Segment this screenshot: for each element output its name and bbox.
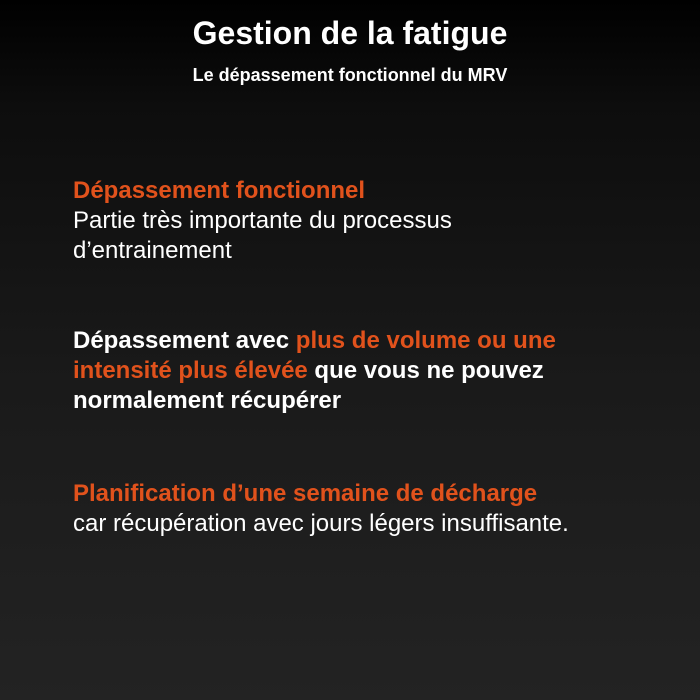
functional-overreaching-heading: Dépassement fonctionnel <box>73 177 366 204</box>
functional-overreaching-block <box>73 176 673 266</box>
definition-text-middle: que vous ne pouvez <box>307 357 544 384</box>
definition-highlight-volume: plus de volume ou une <box>295 327 556 354</box>
functional-overreaching-text-line2: d’entrainement <box>73 237 232 264</box>
deload-planning-block <box>73 479 673 539</box>
definition-text-start: Dépassement avec <box>73 327 296 354</box>
functional-overreaching-text-line1: Partie très importante du processus <box>73 207 452 234</box>
deload-planning-heading: Planification d’une semaine de décharge <box>73 480 538 507</box>
definition-text-end: normalement récupérer <box>73 387 342 414</box>
overreaching-definition-block <box>73 326 673 416</box>
definition-highlight-intensity: intensité plus élevée <box>73 357 308 384</box>
slide-subtitle: Le dépassement fonctionnel du MRV <box>192 65 508 85</box>
slide-title: Gestion de la fatigue <box>192 15 508 51</box>
deload-planning-text: car récupération avec jours légers insuffisante. <box>73 510 569 537</box>
